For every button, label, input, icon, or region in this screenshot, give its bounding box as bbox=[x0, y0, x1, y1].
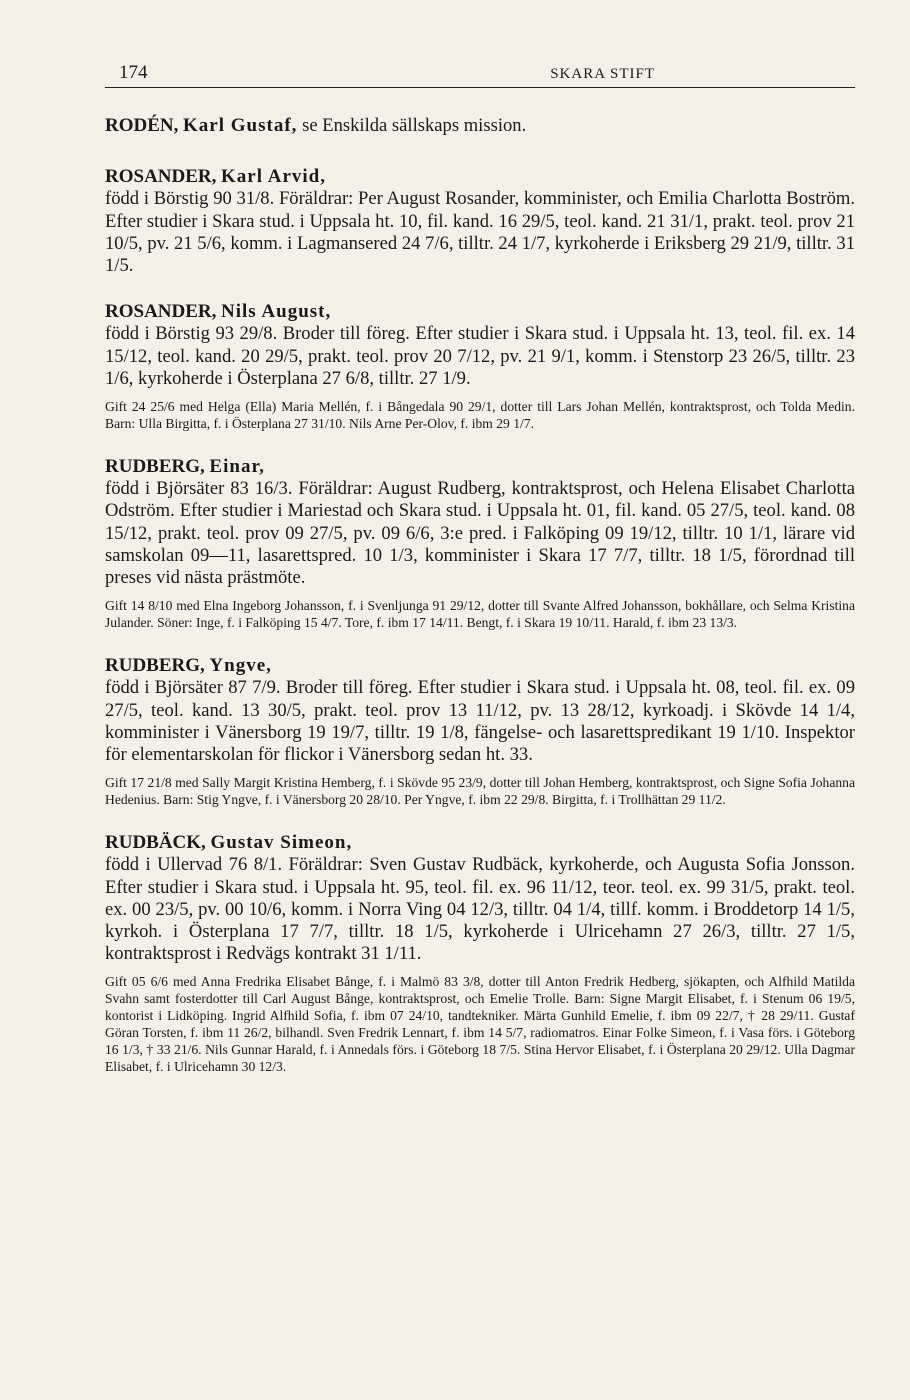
entry-family: Gift 05 6/6 med Anna Fredrika Elisabet Bånge, f. i Malmö 83 3/8, dotter till Anton Fredrik Hedberg, sjökapten, och Alfhild Matilda Svahn samt fosterdotter till Carl August Bånge, kontraktsprost, och Emelie Trolle. Barn: Signe Margit Elisabet, f. i Stenum 06 19/5, kontorist i Lidköping. Ingrid Alfhild Sofia, f. ibm 07 24/10, tandtekniker. Märta Gunhild Emelie, f. ibm 09 22/7, † 28 29/11. Gustaf Göran Torsten, f. ibm 11 26/2, bilhandl. Sven Fredrik Lennart, f. ibm 14 5/7, radiomatros. Einar Folke Simeon, f. i Vasa förs. i Göteborg 16 1/3, † 33 21/6. Nils Gunnar Harald, f. i Annedals förs. i Göteborg 18 7/5. Stina Hervor Elisabet, f. i Österplana 20 29/12. Ulla Dagmar Elisabet, f. i Ulricehamn 30 12/3. bbox=[105, 974, 855, 1075]
entry-text: född i Björsäter 87 7/9. Broder till föreg. Efter studier i Skara stud. i Uppsala ht. 08, teol. fil. ex. 09 27/5, teol. kand. 13 30/5, prakt. teol. prov 13 11/12, pv. 13 28/12, kyrkoadj. i Skövde 14 1/4, komminister i Vänersborg 19 19/7, tilltr. 19 1/8, fängelse- och lasarettspredikant 19 1/10. Inspektor för elementarskolan för flickor i Vänersborg sedan ht. 33. bbox=[105, 677, 855, 766]
entry-family: Gift 24 25/6 med Helga (Ella) Maria Mellén, f. i Bångedala 90 29/1, dotter till Lars Johan Mellén, kontraktsprost, och Tolda Medin. Barn: Ulla Birgitta, f. i Österplana 27 31/10. Nils Arne Per-Olov, f. ibm 29 1/7. bbox=[105, 399, 855, 432]
page-number: 174 bbox=[119, 62, 148, 83]
entry-rosander-nils bbox=[105, 301, 855, 432]
entry-rudberg-yngve bbox=[105, 655, 855, 808]
entry-roden bbox=[105, 115, 855, 137]
entry-surname: ROSANDER, bbox=[105, 166, 217, 188]
entry-given-name: Yngve, bbox=[209, 655, 272, 677]
entry-rudback-gustav bbox=[105, 832, 855, 1075]
page-title: SKARA STIFT bbox=[550, 66, 655, 82]
entry-given-name: Karl Arvid, bbox=[221, 166, 326, 188]
entry-text: född i Börstig 93 29/8. Broder till föreg. Efter studier i Skara stud. i Uppsala ht. 13, teol. fil. ex. 14 15/12, teol. kand. 20 29/5, prakt. teol. prov 20 7/12, pv. 21 9/1, komm. i Stenstorp 23 26/5, tilltr. 23 1/6, kyrkoherde i Österplana 27 6/8, tilltr. 27 1/9. bbox=[105, 323, 855, 389]
entry-text: född i Börstig 90 31/8. Föräldrar: Per August Rosander, komminister, och Emilia Charlotta Boström. Efter studier i Skara stud. i Uppsala ht. 10, fil. kand. 16 29/5, teol. kand. 21 31/1, prakt. teol. prov 21 10/5, pv. 21 5/6, komm. i Lagmansered 24 7/6, tilltr. 24 1/7, kyrkoherde i Eriksberg 29 21/9, tilltr. 31 1/5. bbox=[105, 188, 855, 277]
entry-family: Gift 14 8/10 med Elna Ingeborg Johansson, f. i Svenljunga 91 29/12, dotter till Svante Alfred Johansson, bokhållare, och Selma Kristina Julander. Söner: Inge, f. i Falköping 15 4/7. Tore, f. ibm 17 14/11. Bengt, f. i Skara 19 10/11. Harald, f. ibm 23 13/3. bbox=[105, 598, 855, 631]
entry-family: Gift 17 21/8 med Sally Margit Kristina Hemberg, f. i Skövde 95 23/9, dotter till Johan Hemberg, kontraktsprost, och Signe Sofia Johanna Hedenius. Barn: Stig Yngve, f. i Vänersborg 20 28/10. Per Yngve, f. ibm 22 29/8. Birgitta, f. i Trollhättan 29 11/2. bbox=[105, 775, 855, 808]
entry-surname: RUDBERG, bbox=[105, 655, 205, 677]
entry-rudberg-einar bbox=[105, 456, 855, 631]
entry-text: se Enskilda sällskaps mission. bbox=[302, 115, 527, 136]
entry-rosander-karl bbox=[105, 166, 855, 277]
page-header bbox=[105, 62, 855, 88]
entry-surname: ROSANDER, bbox=[105, 301, 217, 323]
entry-surname: RUDBERG, bbox=[105, 456, 205, 478]
entry-given-name: Einar, bbox=[209, 456, 265, 478]
entry-surname: RODÉN, bbox=[105, 115, 179, 136]
page bbox=[105, 62, 855, 1075]
entry-text: född i Björsäter 83 16/3. Föräldrar: August Rudberg, kontraktsprost, och Helena Elisabet Charlotta Odström. Efter studier i Mariestad och Skara stud. i Uppsala ht. 01, fil. kand. 05 27/5, teol. kand. 08 15/12, prakt. teol. prov 09 27/5, pv. 09 6/6, 3:e pred. i Falköping 09 19/12, tilltr. 10 1/1, lärare vid samskolan 09—11, lasarettspred. 10 1/3, komminister i Skara 17 7/7, tilltr. 18 1/5, förordnad till preses vid nästa prästmöte. bbox=[105, 478, 855, 589]
entry-given-name: Gustav Simeon, bbox=[210, 832, 353, 854]
entry-given-name: Karl Gustaf, bbox=[183, 115, 298, 136]
entry-given-name: Nils August, bbox=[221, 301, 332, 323]
entry-text: född i Ullervad 76 8/1. Föräldrar: Sven Gustav Rudbäck, kyrkoherde, och Augusta Sofia Jonsson. Efter studier i Skara stud. i Uppsala ht. 95, teol. fil. ex. 96 11/12, teor. teol. ex. 99 31/5, prakt. teol. ex. 00 23/5, pv. 00 10/6, komm. i Norra Ving 04 12/3, tilltr. 04 1/4, tillf. komm. i Broddetorp 14 1/5, kyrkoh. i Österplana 17 7/7, tilltr. 18 1/5, kyrkoherde i Ulricehamn 27 26/3, tilltr. 27 1/5, kontraktsprost i Redvägs kontrakt 31 1/11. bbox=[105, 854, 855, 965]
entry-surname: RUDBÄCK, bbox=[105, 832, 206, 854]
